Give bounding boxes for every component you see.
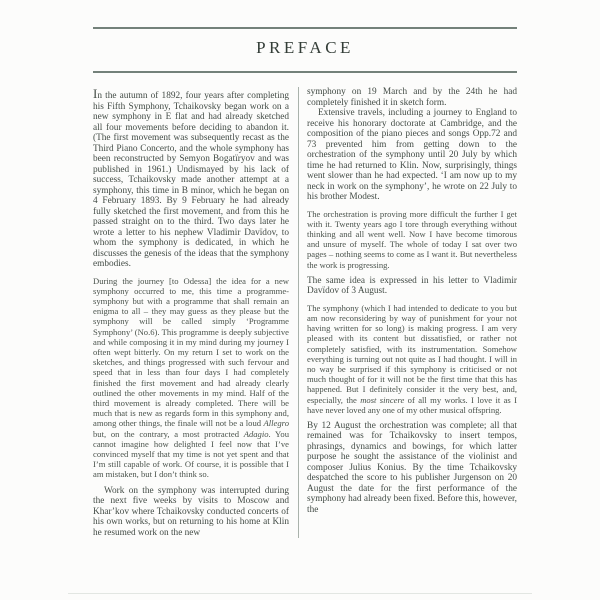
column-divider-rule (298, 87, 299, 538)
quote-italic-term: Adagio (243, 428, 269, 439)
paragraph-work-interrupted: Work on the symphony was interrupted during the next five weeks by visits to Moscow and Khar’kov where Tchaikovsky conducted concerts of his own works, but on returning to his home at Klin he resumed work on the new (93, 485, 289, 538)
header-rule-bottom (93, 71, 517, 73)
page-bottom-edge (68, 593, 532, 594)
paragraph-continuation: symphony on 19 March and by the 24th he had completely finished it in sketch form. (307, 87, 517, 108)
left-column (93, 87, 289, 538)
paragraph-intro-text: n the autumn of 1892, four years after completing his Fifth Symphony, Tchaikovsky began work on a new symphony in E flat and had already sketched all four movements before deciding to abandon it. (The first movement was subsequently recast as the Third Piano Concerto, and the whole symphony has been reconstructed by Semyon Bogatïryov and was published in 1961.) Undismayed by his lack of success, Tchaikovsky made another attempt at a symphony, this time in B minor, which he began on 4 February 1893. By 9 February he had already fully sketched the first movement, and from this he passed straight on to the third. Two days later he wrote a letter to his nephew Vladimir Davïdov, to whom the symphony is dedicated, in which he discusses the genesis of the ideas that the symphony embodies. (93, 91, 289, 269)
paragraph-same-idea: The same idea is expressed in his letter to Vladimir Davïdov of 3 August. (307, 275, 517, 297)
two-column-text-block (93, 87, 517, 538)
page-title: PREFACE (256, 38, 354, 57)
quote-text: but, on the contrary, a most protracted (93, 428, 244, 439)
paragraph-orchestration-complete: By 12 August the orchestration was complete; all that remained was for Tchaikovsky to insert tempos, phrasings, dynamics and bowings, for which latter purpose he sought the assistance of the violinist and composer Julius Konius. By the time Tchaikovsky despatched the score to his publisher Jurgenson on 20 August the date for the first performance of the symphony had already been fixed. Before this, however, the (307, 420, 517, 515)
quote-italic-term: Allegro (263, 418, 289, 429)
paragraph-intro (93, 87, 289, 270)
quote-text: of all my works. I love it as I have never loved any one of my other musical offspring. (307, 394, 517, 415)
right-column (307, 87, 517, 538)
quote-text: The symphony (which I had intended to dedicate to you but am now reconsidering by way of punishment for your not having written for so long) is making progress. I am very pleased with its content but dissatisfied, or rather not completely satisfied, with its instrumentation. Somehow everything is turning out not quite as I had thought. I will in no way be surprised if this symphony is criticised or not much thought of for it will not be the first time that this has happened. But I definitely consider it the very best, and, especially, the (307, 302, 517, 405)
quote-text: During the journey [to Odessa] the idea for a new symphony occurred to me, this time a programme-symphony but with a programme that shall remain an enigma to all – they may guess as they please but the symphony will be called simply ‘Programme Symphony’ (No.6). This programme is deeply subjective and while composing it in my mind during my journey I often wept bitterly. On my return I set to work on the sketches, and things progressed with such fervour and speed that in less than four days I had completely finished the first movement and had already clearly outlined the other movements in my mind. Half of the third movement is already completed. There will be much that is new as regards form in this symphony and, among other things, the finale will not be a loud (93, 275, 289, 429)
paragraph-extensive-travels: Extensive travels, including a journey to England to receive his honorary doctorate at Cambridge, and the composition of the piano pieces and songs Opp.72 and 73 prevented him from getting down to the orchestration of the symphony until 20 July by which time he had returned to Klin. Now, surprisingly, things went slower than he had expected. ‘I am now up to my neck in work on the symphony’, he wrote on 22 July to his brother Modest. (307, 108, 517, 202)
paragraph-initial-capital: I (93, 86, 98, 101)
quote-italic-term: most sincere (360, 394, 405, 405)
tchaikovsky-letter-quote-1 (93, 276, 289, 480)
header-rule-top (93, 27, 517, 29)
tchaikovsky-letter-quote-2: The orchestration is proving more difficult the further I get with it. Twenty years ago I tore through everything without thinking and all went well. Now I have become timorous and unsure of myself. The whole of today I sat over two pages – nothing seems to come as I want it. But nevertheless the work is progressing. (307, 208, 517, 270)
tchaikovsky-letter-quote-3 (307, 303, 517, 415)
quote-text: . You cannot imagine how delighted I feel now that I’ve convinced myself that my time is not yet spent and that I’m still capable of work. Of course, it is possible that I am mistaken, but I don’t think so. (93, 428, 289, 480)
